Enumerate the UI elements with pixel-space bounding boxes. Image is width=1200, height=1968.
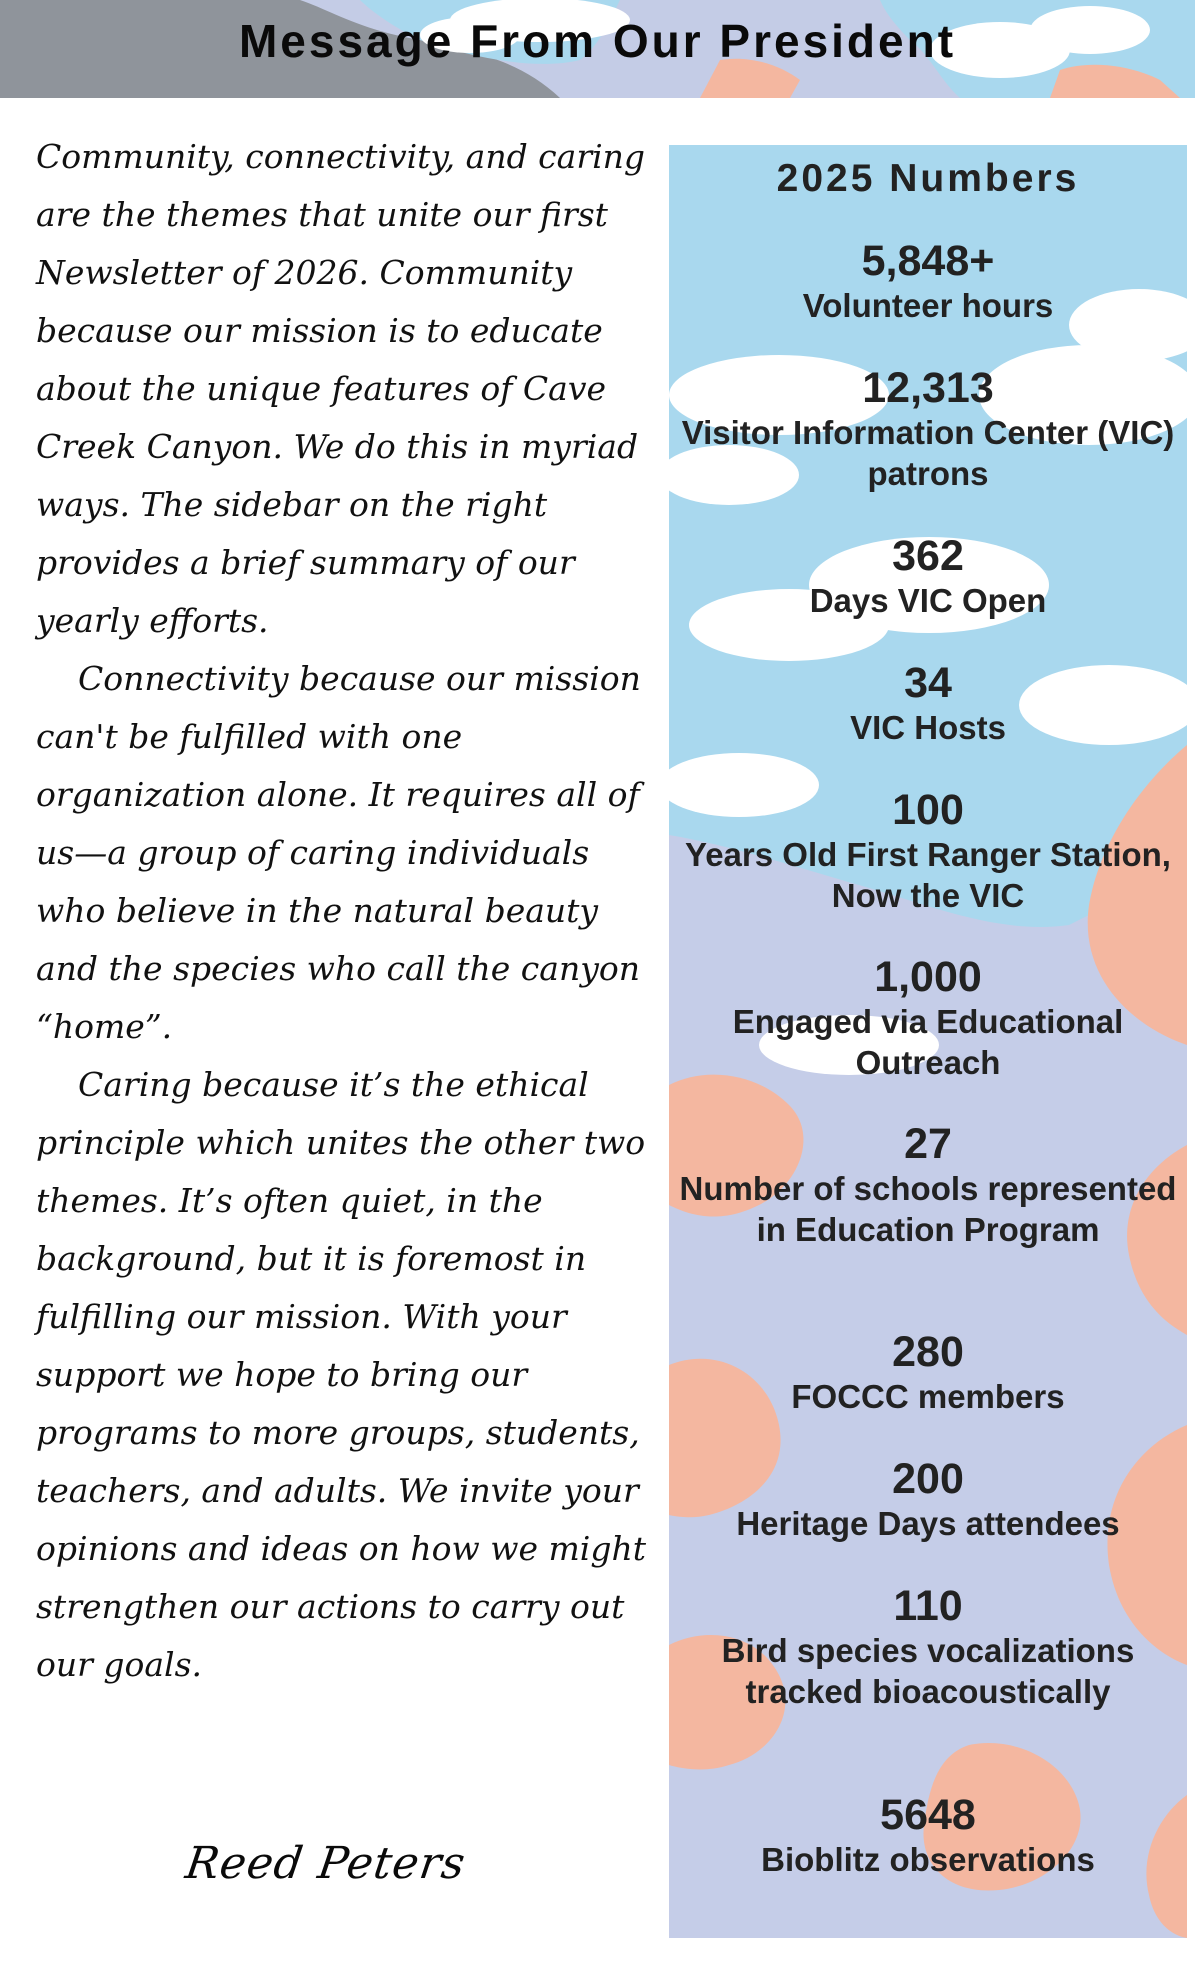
stat-foccc-members — [669, 1329, 1187, 1417]
stat-ranger-station-age — [669, 787, 1187, 916]
stat-value: 12,313 — [862, 364, 994, 412]
stat-value: 1,000 — [874, 953, 982, 1001]
header-banner — [0, 0, 1195, 98]
stat-value: 200 — [892, 1455, 964, 1503]
stat-label: Number of schools represented in Education Program — [679, 1170, 1177, 1248]
stat-value: 5648 — [880, 1791, 976, 1839]
stat-label: Heritage Days attendees — [736, 1505, 1120, 1542]
stat-educational-outreach — [669, 954, 1187, 1083]
stat-label: FOCCC members — [791, 1378, 1065, 1415]
stat-value: 280 — [892, 1328, 964, 1376]
stat-label: Engaged via Educational Outreach — [732, 1003, 1124, 1081]
stat-schools — [669, 1121, 1187, 1250]
president-letter — [36, 128, 656, 1694]
stat-value: 100 — [892, 786, 964, 834]
stat-label: Days VIC Open — [809, 582, 1047, 619]
stat-label: Visitor Information Center (VIC) patrons — [681, 414, 1175, 492]
numbers-sidebar — [669, 145, 1187, 1938]
stat-bioblitz — [669, 1792, 1187, 1880]
letter-paragraph-connectivity: Connectivity because our mission can't be fulfilled with one organization alone. It requires all of us—a group of caring individuals who believe in the natural beauty and the species who call the canyon “home”. — [36, 659, 641, 1046]
stat-vic-patrons — [669, 365, 1187, 494]
page-title: Message From Our President — [238, 15, 957, 67]
stat-value: 110 — [893, 1582, 963, 1630]
stat-vic-hosts — [669, 660, 1187, 748]
stat-label: Volunteer hours — [802, 287, 1054, 324]
letter-paragraph-caring: Caring because it’s the ethical principle which unites the other two themes. It’s often quiet, in the background, but it is foremost in fulfilling our mission. With your support we hope to bring our programs to more groups, students, teachers, and adults. We invite your opinions and ideas on how we might strengthen our actions to carry out our goals. — [36, 1065, 646, 1684]
president-signature: Reed Peters — [182, 1838, 469, 1889]
stat-value: 5,848+ — [861, 237, 995, 285]
stat-label: Years Old First Ranger Station, Now the VIC — [685, 836, 1171, 914]
sidebar-title: 2025 Numbers — [776, 157, 1080, 200]
letter-paragraph-community: Community, connectivity, and caring are the themes that unite our first Newsletter of 2026. Community because our mission is to educate about the unique features of Cave Creek Canyon. We do this in myriad ways. The sidebar on the right provides a brief summary of our yearly efforts. — [36, 137, 646, 640]
stat-bird-species — [669, 1583, 1187, 1712]
stat-value: 34 — [904, 659, 952, 707]
stat-days-vic-open — [669, 533, 1187, 621]
stat-heritage-days — [669, 1456, 1187, 1544]
stat-label: Bioblitz observations — [761, 1841, 1095, 1878]
stat-label: VIC Hosts — [850, 709, 1006, 746]
stat-volunteer-hours — [669, 238, 1187, 326]
stat-label: Bird species vocalizations tracked bioacoustically — [721, 1632, 1135, 1710]
stat-value: 362 — [892, 532, 964, 580]
stat-value: 27 — [904, 1120, 952, 1168]
